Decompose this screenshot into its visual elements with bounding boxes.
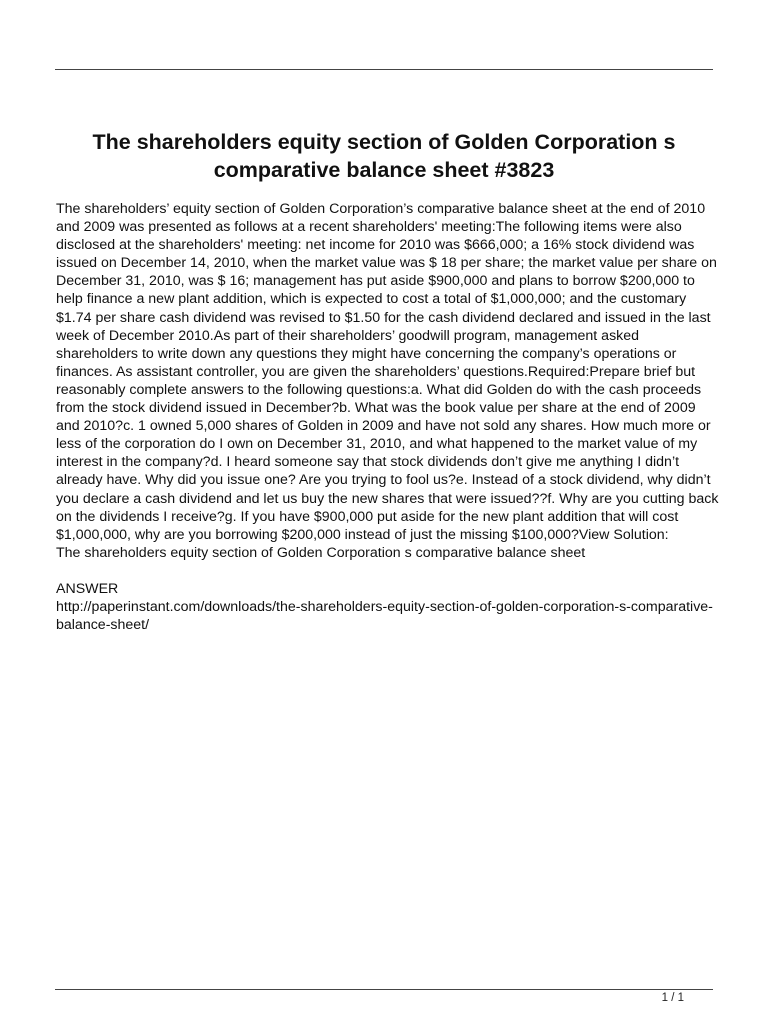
question-text: The shareholders’ equity section of Golden Corporation’s comparative balance sheet at the end of 2010 and 2009 was presented as follows at a recent shareholders' meeting:The following items were also disclosed at the shareholders' meeting: net income for 2010 was $666,000; a 16% stock dividend was issued on December 14, 2010, when the market value was $ 18 per share; the market value per share on December 31, 2010, was $ 16; management has put aside $900,000 and plans to borrow $200,000 to help finance a new plant addition, which is expected to cost a total of $1,000,000; and the customary $1.74 per share cash dividend was revised to $1.50 for the cash dividend declared and issued in the last week of December 2010.As part of their shareholders’ goodwill program, management asked shareholders to write down any questions they might have concerning the company’s operations or finances. As assistant controller, you are given the shareholders’ questions.Required:Prepare brief but reasonably complete answers to the following questions:a. What did Golden do with the cash proceeds from the stock dividend issued in December?b. What was the book value per share at the end of 2009 and 2010?c. 1 owned 5,000 shares of Golden in 2009 and have not sold any shares. How much more or less of the corporation do I own on December 31, 2010, and what happened to the market value of my interest in the company?d. I heard someone say that stock dividends don’t give me anything I didn’t already have. Why did you issue one? Are you trying to fool us?e. Instead of a stock dividend, why didn’t you declare a cash dividend and let us buy the new shares that were issued??f. Why are you cutting back on the dividends I receive?g. If you have $900,000 put aside for the new plant addition that will cost $1,000,000, why are you borrowing $200,000 instead of just the missing $100,000?View Solution: — [56, 201, 719, 543]
spacer — [56, 562, 720, 580]
top-divider — [55, 69, 713, 70]
solution-heading: The shareholders equity section of Golden Corporation s comparative balance sheet — [56, 544, 586, 561]
document-title: The shareholders equity section of Golden Corporation s comparative balance sheet #3823 — [92, 130, 676, 182]
page-number: 1 / 1 — [661, 992, 684, 1004]
answer-link[interactable]: http://paperinstant.com/downloads/the-shareholders-equity-section-of-golden-corporation-s-comparative-balance-sheet/ — [56, 598, 713, 634]
document-content — [56, 200, 720, 634]
bottom-divider — [55, 989, 713, 990]
answer-label: ANSWER — [56, 580, 119, 597]
